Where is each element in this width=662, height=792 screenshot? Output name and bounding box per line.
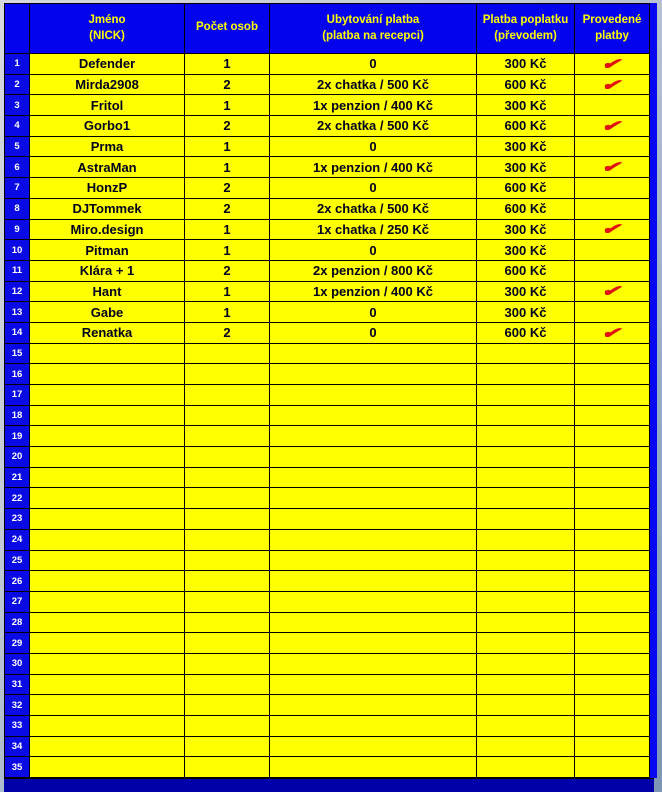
cell-paid[interactable] <box>575 116 650 137</box>
cell-accommodation[interactable] <box>270 426 477 447</box>
cell-paid[interactable] <box>575 530 650 551</box>
cell-fee[interactable] <box>477 757 575 778</box>
cell-nick[interactable] <box>30 592 185 613</box>
cell-accommodation[interactable] <box>270 509 477 530</box>
cell-persons[interactable] <box>185 716 270 737</box>
header-line: Počet osob <box>196 20 258 33</box>
header-line: (převodem) <box>494 30 557 42</box>
cell-persons[interactable] <box>185 675 270 696</box>
row-number[interactable]: 5 <box>5 137 30 158</box>
checkmark-icon: ✔ <box>599 55 625 73</box>
cell-persons[interactable] <box>185 571 270 592</box>
cell-nick[interactable]: Mirda2908 <box>30 75 185 96</box>
right-blue-strip <box>650 3 657 778</box>
cell-fee[interactable]: 600 Kč <box>477 199 575 220</box>
cell-persons[interactable]: 1 <box>185 240 270 261</box>
bottom-blue-bar <box>4 778 654 792</box>
row-number[interactable]: 11 <box>5 261 30 282</box>
cell-persons[interactable]: 1 <box>185 54 270 75</box>
cell-paid[interactable] <box>575 75 650 96</box>
row-number[interactable]: 2 <box>5 75 30 96</box>
cell-persons[interactable] <box>185 654 270 675</box>
row-number[interactable]: 19 <box>5 426 30 447</box>
cell-persons[interactable] <box>185 385 270 406</box>
row-number[interactable]: 32 <box>5 695 30 716</box>
cell-persons[interactable]: 1 <box>185 137 270 158</box>
cell-nick[interactable]: Gorbo1 <box>30 116 185 137</box>
cell-accommodation[interactable] <box>270 675 477 696</box>
checkmark-icon: ✔ <box>599 159 625 177</box>
column-header-paid[interactable] <box>575 4 650 54</box>
cell-persons[interactable]: 2 <box>185 199 270 220</box>
row-number[interactable]: 26 <box>5 571 30 592</box>
cell-accommodation[interactable] <box>270 757 477 778</box>
cell-fee[interactable] <box>477 737 575 758</box>
cell-paid[interactable] <box>575 633 650 654</box>
row-number[interactable]: 10 <box>5 240 30 261</box>
row-number[interactable]: 4 <box>5 116 30 137</box>
cell-fee[interactable] <box>477 406 575 427</box>
cell-fee[interactable] <box>477 613 575 634</box>
cell-paid[interactable] <box>575 613 650 634</box>
cell-fee[interactable] <box>477 654 575 675</box>
row-number[interactable]: 7 <box>5 178 30 199</box>
cell-fee[interactable]: 300 Kč <box>477 54 575 75</box>
cell-accommodation[interactable] <box>270 592 477 613</box>
cell-persons[interactable]: 2 <box>185 323 270 344</box>
checkmark-icon: ✔ <box>599 117 625 135</box>
cell-paid[interactable] <box>575 199 650 220</box>
row-number[interactable]: 25 <box>5 551 30 572</box>
cell-accommodation[interactable]: 1x penzion / 400 Kč <box>270 95 477 116</box>
cell-paid[interactable] <box>575 220 650 241</box>
cell-fee[interactable] <box>477 488 575 509</box>
row-number[interactable]: 23 <box>5 509 30 530</box>
cell-paid[interactable] <box>575 344 650 365</box>
cell-paid[interactable] <box>575 447 650 468</box>
cell-nick[interactable]: Fritol <box>30 95 185 116</box>
cell-persons[interactable] <box>185 551 270 572</box>
cell-accommodation[interactable]: 0 <box>270 137 477 158</box>
cell-paid[interactable] <box>575 468 650 489</box>
row-number[interactable]: 9 <box>5 220 30 241</box>
cell-paid[interactable] <box>575 592 650 613</box>
cell-persons[interactable]: 1 <box>185 157 270 178</box>
cell-nick[interactable] <box>30 530 185 551</box>
cell-accommodation[interactable]: 0 <box>270 54 477 75</box>
cell-accommodation[interactable] <box>270 633 477 654</box>
cell-persons[interactable] <box>185 488 270 509</box>
cell-accommodation[interactable]: 1x penzion / 400 Kč <box>270 157 477 178</box>
cell-fee[interactable]: 600 Kč <box>477 178 575 199</box>
header-line: Platba poplatku <box>482 14 569 26</box>
cell-accommodation[interactable] <box>270 385 477 406</box>
row-number[interactable]: 27 <box>5 592 30 613</box>
row-number[interactable]: 22 <box>5 488 30 509</box>
cell-fee[interactable] <box>477 344 575 365</box>
cell-accommodation[interactable] <box>270 447 477 468</box>
header-line: (platba na recepci) <box>322 30 424 42</box>
cell-paid[interactable] <box>575 737 650 758</box>
cell-accommodation[interactable] <box>270 613 477 634</box>
row-number[interactable]: 31 <box>5 675 30 696</box>
cell-paid[interactable] <box>575 282 650 303</box>
cell-persons[interactable] <box>185 447 270 468</box>
cell-paid[interactable] <box>575 757 650 778</box>
cell-paid[interactable] <box>575 654 650 675</box>
cell-nick[interactable] <box>30 716 185 737</box>
header-line: Jméno <box>88 14 126 26</box>
row-number[interactable]: 24 <box>5 530 30 551</box>
row-number[interactable]: 1 <box>5 54 30 75</box>
cell-persons[interactable] <box>185 757 270 778</box>
cell-accommodation[interactable]: 1x penzion / 400 Kč <box>270 282 477 303</box>
checkmark-icon: ✔ <box>599 221 625 239</box>
column-header-fee[interactable] <box>477 4 575 54</box>
cell-nick[interactable] <box>30 613 185 634</box>
cell-persons[interactable] <box>185 592 270 613</box>
cell-paid[interactable] <box>575 571 650 592</box>
row-number[interactable]: 30 <box>5 654 30 675</box>
row-number[interactable]: 28 <box>5 613 30 634</box>
cell-paid[interactable] <box>575 178 650 199</box>
cell-nick[interactable] <box>30 426 185 447</box>
cell-paid[interactable] <box>575 157 650 178</box>
cell-nick[interactable]: Defender <box>30 54 185 75</box>
cell-fee[interactable]: 600 Kč <box>477 75 575 96</box>
row-number[interactable]: 29 <box>5 633 30 654</box>
checkmark-icon: ✔ <box>599 283 625 301</box>
cell-persons[interactable] <box>185 613 270 634</box>
cell-nick[interactable] <box>30 385 185 406</box>
cell-accommodation[interactable] <box>270 571 477 592</box>
row-number[interactable]: 34 <box>5 737 30 758</box>
column-header-accommodation[interactable] <box>270 4 477 54</box>
cell-nick[interactable] <box>30 675 185 696</box>
cell-paid[interactable] <box>575 675 650 696</box>
cell-persons[interactable]: 1 <box>185 282 270 303</box>
cell-fee[interactable]: 300 Kč <box>477 220 575 241</box>
cell-fee[interactable]: 300 Kč <box>477 95 575 116</box>
cell-accommodation[interactable]: 0 <box>270 302 477 323</box>
cell-fee[interactable]: 300 Kč <box>477 157 575 178</box>
cell-paid[interactable] <box>575 695 650 716</box>
cell-nick[interactable]: Pitman <box>30 240 185 261</box>
cell-nick[interactable]: Gabe <box>30 302 185 323</box>
cell-paid[interactable] <box>575 385 650 406</box>
cell-fee[interactable] <box>477 364 575 385</box>
column-header-nick[interactable] <box>30 4 185 54</box>
cell-persons[interactable] <box>185 344 270 365</box>
cell-fee[interactable] <box>477 675 575 696</box>
cell-accommodation[interactable] <box>270 737 477 758</box>
cell-paid[interactable] <box>575 716 650 737</box>
cell-nick[interactable] <box>30 364 185 385</box>
cell-nick[interactable] <box>30 447 185 468</box>
cell-nick[interactable]: Renatka <box>30 323 185 344</box>
cell-nick[interactable]: DJTommek <box>30 199 185 220</box>
cell-fee[interactable]: 600 Kč <box>477 261 575 282</box>
cell-paid[interactable] <box>575 488 650 509</box>
row-number[interactable]: 15 <box>5 344 30 365</box>
cell-paid[interactable] <box>575 240 650 261</box>
row-number[interactable]: 35 <box>5 757 30 778</box>
row-number[interactable]: 6 <box>5 157 30 178</box>
cell-nick[interactable]: AstraMan <box>30 157 185 178</box>
cell-paid[interactable] <box>575 323 650 344</box>
row-number[interactable]: 21 <box>5 468 30 489</box>
cell-nick[interactable] <box>30 757 185 778</box>
cell-fee[interactable]: 300 Kč <box>477 302 575 323</box>
cell-nick[interactable]: Prma <box>30 137 185 158</box>
cell-accommodation[interactable]: 2x chatka / 500 Kč <box>270 75 477 96</box>
row-number[interactable]: 33 <box>5 716 30 737</box>
cell-accommodation[interactable] <box>270 654 477 675</box>
cell-accommodation[interactable]: 1x chatka / 250 Kč <box>270 220 477 241</box>
cell-persons[interactable] <box>185 633 270 654</box>
cell-nick[interactable] <box>30 695 185 716</box>
row-number[interactable]: 3 <box>5 95 30 116</box>
cell-fee[interactable] <box>477 509 575 530</box>
payments-table <box>4 3 650 778</box>
cell-nick[interactable] <box>30 737 185 758</box>
cell-nick[interactable]: Hant <box>30 282 185 303</box>
cell-persons[interactable]: 1 <box>185 220 270 241</box>
cell-accommodation[interactable] <box>270 344 477 365</box>
cell-fee[interactable] <box>477 716 575 737</box>
cell-accommodation[interactable] <box>270 488 477 509</box>
cell-nick[interactable] <box>30 551 185 572</box>
cell-accommodation[interactable] <box>270 530 477 551</box>
cell-fee[interactable] <box>477 385 575 406</box>
cell-paid[interactable] <box>575 54 650 75</box>
cell-nick[interactable]: Klára + 1 <box>30 261 185 282</box>
row-number[interactable]: 13 <box>5 302 30 323</box>
cell-accommodation[interactable]: 0 <box>270 240 477 261</box>
cell-persons[interactable]: 1 <box>185 302 270 323</box>
cell-persons[interactable]: 2 <box>185 116 270 137</box>
cell-fee[interactable] <box>477 426 575 447</box>
cell-nick[interactable] <box>30 344 185 365</box>
cell-paid[interactable] <box>575 509 650 530</box>
cell-fee[interactable]: 600 Kč <box>477 116 575 137</box>
cell-nick[interactable] <box>30 509 185 530</box>
cell-accommodation[interactable]: 2x penzion / 800 Kč <box>270 261 477 282</box>
checkmark-icon: ✔ <box>599 324 625 342</box>
checkmark-icon: ✔ <box>599 76 625 94</box>
cell-paid[interactable] <box>575 426 650 447</box>
cell-persons[interactable] <box>185 426 270 447</box>
cell-nick[interactable] <box>30 468 185 489</box>
row-number[interactable]: 17 <box>5 385 30 406</box>
cell-nick[interactable]: HonzP <box>30 178 185 199</box>
cell-persons[interactable] <box>185 406 270 427</box>
cell-nick[interactable] <box>30 488 185 509</box>
row-number[interactable]: 18 <box>5 406 30 427</box>
cell-fee[interactable] <box>477 592 575 613</box>
cell-paid[interactable] <box>575 364 650 385</box>
cell-accommodation[interactable]: 2x chatka / 500 Kč <box>270 116 477 137</box>
cell-paid[interactable] <box>575 95 650 116</box>
cell-paid[interactable] <box>575 551 650 572</box>
cell-nick[interactable] <box>30 406 185 427</box>
cell-nick[interactable] <box>30 654 185 675</box>
cell-persons[interactable] <box>185 509 270 530</box>
cell-persons[interactable]: 2 <box>185 261 270 282</box>
cell-fee[interactable] <box>477 571 575 592</box>
cell-persons[interactable] <box>185 737 270 758</box>
corner-header-cell[interactable] <box>5 4 30 54</box>
cell-fee[interactable] <box>477 695 575 716</box>
cell-persons[interactable]: 2 <box>185 178 270 199</box>
cell-persons[interactable] <box>185 364 270 385</box>
cell-accommodation[interactable] <box>270 551 477 572</box>
cell-nick[interactable] <box>30 571 185 592</box>
cell-fee[interactable]: 600 Kč <box>477 323 575 344</box>
header-line: platby <box>595 30 629 42</box>
row-number[interactable]: 12 <box>5 282 30 303</box>
cell-accommodation[interactable] <box>270 364 477 385</box>
cell-paid[interactable] <box>575 406 650 427</box>
row-number[interactable]: 16 <box>5 364 30 385</box>
row-number[interactable]: 20 <box>5 447 30 468</box>
cell-fee[interactable] <box>477 530 575 551</box>
cell-paid[interactable] <box>575 261 650 282</box>
cell-accommodation[interactable]: 2x chatka / 500 Kč <box>270 199 477 220</box>
column-header-persons[interactable] <box>185 4 270 54</box>
cell-fee[interactable] <box>477 633 575 654</box>
cell-paid[interactable] <box>575 137 650 158</box>
cell-accommodation[interactable] <box>270 406 477 427</box>
cell-persons[interactable] <box>185 468 270 489</box>
cell-fee[interactable]: 300 Kč <box>477 137 575 158</box>
header-line: Provedené <box>582 14 642 26</box>
row-number[interactable]: 14 <box>5 323 30 344</box>
cell-accommodation[interactable]: 0 <box>270 323 477 344</box>
payments-sheet <box>4 3 657 790</box>
cell-fee[interactable]: 300 Kč <box>477 240 575 261</box>
cell-fee[interactable] <box>477 468 575 489</box>
cell-fee[interactable] <box>477 447 575 468</box>
cell-persons[interactable]: 2 <box>185 75 270 96</box>
header-line: Ubytování platba <box>326 14 420 26</box>
cell-accommodation[interactable]: 0 <box>270 178 477 199</box>
cell-nick[interactable] <box>30 633 185 654</box>
cell-accommodation[interactable] <box>270 468 477 489</box>
cell-fee[interactable]: 300 Kč <box>477 282 575 303</box>
cell-accommodation[interactable] <box>270 716 477 737</box>
header-line: (NICK) <box>89 30 125 42</box>
cell-persons[interactable]: 1 <box>185 95 270 116</box>
cell-paid[interactable] <box>575 302 650 323</box>
cell-accommodation[interactable] <box>270 695 477 716</box>
cell-nick[interactable]: Miro.design <box>30 220 185 241</box>
cell-fee[interactable] <box>477 551 575 572</box>
row-number[interactable]: 8 <box>5 199 30 220</box>
cell-persons[interactable] <box>185 695 270 716</box>
cell-persons[interactable] <box>185 530 270 551</box>
